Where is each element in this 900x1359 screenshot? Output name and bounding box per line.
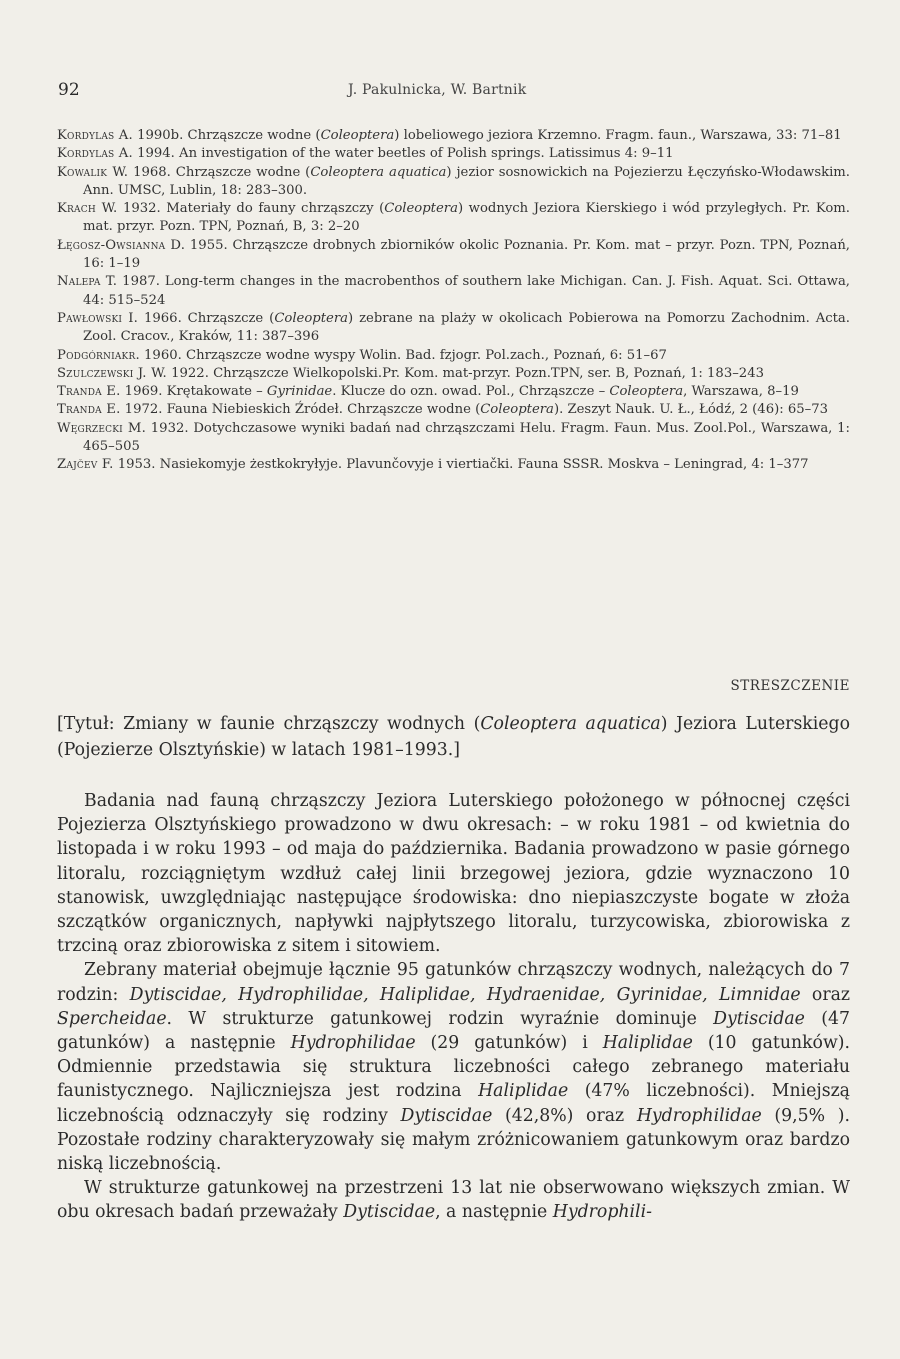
page-number: 92 [58,80,80,100]
reference-list [57,127,850,475]
text-run: 1968. Chrząszcze wodne ( [128,164,311,180]
reference-entry [57,237,850,274]
reference-author: Łęgosz-Owsianna D. [57,237,186,253]
text-run: (47 gatunków) a następnie [57,1008,850,1054]
summary-title [57,711,850,763]
text-run: Badania nad fauną chrząszczy Jeziora Luterskiego położonego w północnej części Pojezierza Olsztyńskiego prowadzono w dwu okresach: – w roku 1981 – od kwietnia do listopada i w roku 1993 – od maja do października. Badania prowadzono w pasie górnego litoralu, rozciągniętym wzdłuż całej linii brzegowej jeziora, gdzie wyznaczono 10 stanowisk, uwzględniając następujące środowiska: dno niepiaszczyste bogate w złoża szczątków organicznych, napływki najpłytszego litoralu, turzycowiska, zbiorowiska z trzciną oraz zbiorowiska z sitem i sitowiem. [57,791,850,957]
italic-text: Coleoptera [480,402,554,418]
text-run: 1987. Long-term changes in the macrobenthos of southern lake Michigan. Can. J. Fish. Aquat. Sci. Ottawa, 44: 515–524 [83,274,850,308]
italic-text: Coleoptera [274,310,349,326]
reference-author: Kowalik W. [57,164,129,180]
reference-author: Tranda E. [57,384,121,400]
italic-text: Coleoptera [609,384,684,400]
summary-paragraph [57,1176,850,1224]
reference-author: Kordylas A. [57,146,133,162]
reference-entry [57,347,850,365]
text-run: ) lobeliowego jeziora Krzemno. Fragm. faun., Warszawa, 33: 71–81 [394,128,842,143]
text-run: 1932. Dotychczasowe wyniki badań nad chrząszczami Helu. Fragm. Faun. Mus. Zool.Pol., Warszawa, 1: 465–505 [83,420,851,455]
text-run: (29 gatunków) i [415,1033,603,1054]
text-run: 1955. Chrząszcze drobnych zbiorników okolic Poznania. Pr. Kom. mat – przyr. Pozn. TPN, Poznań, 16: 1–19 [83,237,850,272]
italic-text: Dytiscidae [713,1008,805,1029]
italic-text: Coleoptera [320,128,395,143]
text-run: ). Zeszyt Nauk. U. Ł., Łódź, 2 (46): 65–73 [553,402,829,418]
text-run: 1994. An investigation of the water beetles of Polish springs. Latissimus 4: 9–11 [132,146,674,162]
reference-author: Podgórniakr. [57,347,140,363]
text-run: 1953. Nasiekomyje żestkokryłyje. Plavunčovyje i viertiački. Fauna SSSR. Moskva – Leningrad, 4: 1–377 [113,457,809,473]
reference-entry [57,420,850,457]
text-run: 1990b. Chrząszcze wodne ( [132,128,321,143]
reference-entry [57,145,850,163]
reference-entry [57,273,850,310]
text-run: ) jezior sosnowickich na Pojezierzu Łęczyńsko-Włodawskim. Ann. UMSC, Lublin, 18: 283–300. [83,164,851,198]
italic-text: Dytiscidae [400,1105,493,1126]
italic-text: Haliplidae [478,1081,569,1102]
reference-entry [57,383,850,401]
italic-text: Hydrophilidae [636,1105,762,1126]
summary-body [57,789,850,1225]
text-run: (9,5% ). Pozostałe rodziny charakteryzowały się małym zróżnicowaniem gatunkowym oraz bardzo niską liczebnością. [57,1105,850,1175]
reference-entry [57,164,850,201]
reference-entry [57,401,850,419]
reference-entry [57,310,850,347]
italic-text: Haliplidae [602,1033,693,1054]
italic-text: Hydrophilidae [290,1033,416,1054]
text-run: ) zebrane na plaży w okolicach Pobierowa na Pomorzu Zachodnim. Acta. Zool. Cracov., Kraków, 11: 387–396 [83,310,850,345]
reference-entry [57,365,850,383]
reference-author: Tranda E. [57,402,121,418]
summary-paragraph [57,958,850,1176]
text-run: 1966. Chrząszcze ( [138,310,275,326]
reference-author: Zajčev F. [57,457,114,473]
reference-author: Nalepa T. [57,274,118,290]
italic-text: Spercheidae [57,1008,167,1029]
reference-author: Szulczewski J. W. [57,365,167,381]
italic-text: Dytiscidae [343,1202,436,1223]
summary-paragraph [57,789,850,958]
italic-text: Gyrinidae [266,384,333,400]
reference-entry [57,200,850,237]
reference-author: Węgrzecki M. [57,420,146,436]
text-run: 1972. Fauna Niebieskich Źródeł. Chrząszcze wodne ( [120,402,481,418]
text-run: 1960. Chrząszcze wodne wyspy Wolin. Bad. fzjogr. Pol.zach., Poznań, 6: 51–67 [139,347,667,363]
reference-author: Pawłowski I. [57,310,139,326]
text-run: . Klucze do ozn. owad. Pol., Chrząszcze – [332,384,610,400]
page-header [58,80,850,102]
running-head: J. Pakulnicka, W. Bartnik [348,82,527,98]
italic-text: Dytiscidae, Hydrophilidae, Haliplidae, Hydraenidae, Gyrinidae, Limnidae [129,984,801,1005]
italic-text: Coleoptera [384,201,458,217]
text-run: [Tytuł: Zmiany w faunie chrząszczy wodnych ( [57,714,481,734]
text-run: 1932. Materiały do fauny chrząszczy ( [117,201,385,217]
italic-text: Coleoptera aquatica [310,164,447,180]
reference-entry [57,456,850,474]
text-run: W strukturze gatunkowej na przestrzeni 13 lat nie obserwowano większych zmian. W obu okresach badań przeważały [57,1178,850,1223]
text-run: 1922. Chrząszcze Wielkopolski.Pr. Kom. mat-przyr. Pozn.TPN, ser. B, Poznań, 1: 183–243 [166,365,764,381]
text-run: (42,8%) oraz [492,1105,637,1126]
italic-text: Coleoptera aquatica [480,714,661,734]
text-run: (10 gatunków). Odmiennie przedstawia się struktura liczebności całego zebranego materiału faunistycznego. Najliczniejsza jest rodzina [57,1033,850,1102]
text-run: Zebrany materiał obejmuje łącznie 95 gatunków chrząszczy wodnych, należących do 7 rodzin: [57,960,850,1005]
reference-author: Kordylas A. [57,128,133,143]
text-run: (47% liczebności). Mniejszą liczebnością odznaczyły się rodziny [57,1081,850,1126]
text-run: ) Jeziora Luterskiego (Pojezierze Olsztyńskie) w latach 1981–1993.] [57,714,851,760]
reference-entry [57,127,850,145]
text-run: ) wodnych Jeziora Kierskiego i wód przyległych. Pr. Kom. mat. przyr. Pozn. TPN, Poznań, B, 3: 2–20 [83,201,850,235]
text-run: . W strukturze gatunkowej rodzin wyraźnie dominuje [166,1008,714,1029]
text-run: oraz [800,984,850,1005]
text-run: , Warszawa, 8–19 [683,384,799,400]
text-run: 1969. Krętakowate – [120,384,267,400]
reference-author: Krach W. [57,201,118,217]
text-run: , a następnie [435,1202,553,1223]
section-title: STRESZCZENIE [730,678,850,694]
italic-text: Hydrophili- [552,1202,652,1223]
